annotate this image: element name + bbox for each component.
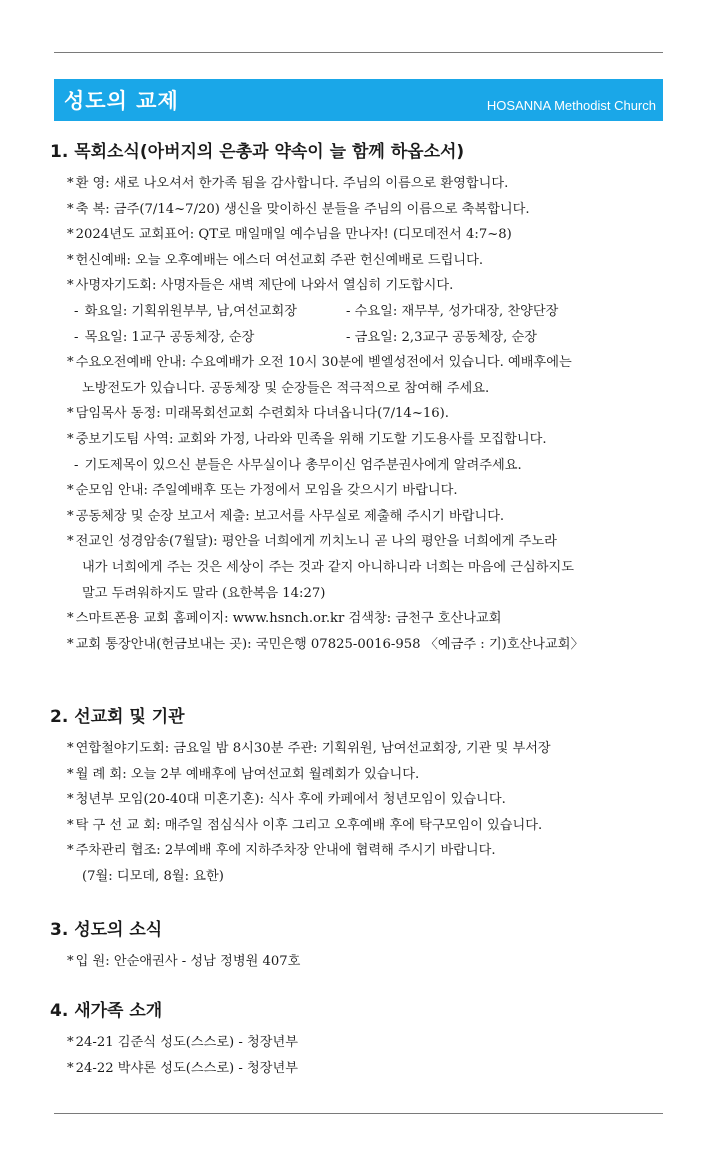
list-item — [50, 325, 670, 351]
item-text: 환 영: 새로 나오셔서 한가족 됨을 감사합니다. 주님의 이름으로 환영합니다. — [75, 176, 509, 191]
section-missions — [50, 706, 670, 890]
section-heading: 1. 목회소식(아버지의 은총과 약속이 늘 함께 하옵소서) — [50, 142, 465, 162]
item-text-second: - 수요일: 재무부, 성가대장, 찬양단장 — [346, 303, 559, 319]
bottom-divider — [54, 1113, 663, 1114]
list-item — [50, 197, 670, 223]
list-item — [50, 299, 670, 325]
list-item — [50, 478, 670, 504]
item-text: 화요일: 기획위원부부, 남,여선교회장 — [84, 303, 297, 319]
item-text: 사명자기도회: 사명자들은 새벽 제단에 나와서 열심히 기도합시다. — [75, 278, 454, 294]
list-item — [50, 864, 670, 890]
church-name: HOSANNA Methodist Church — [486, 98, 656, 113]
list-item — [50, 949, 670, 975]
top-divider — [54, 52, 663, 53]
list-item — [50, 1030, 670, 1056]
section-heading: 2. 선교회 및 기관 — [50, 707, 185, 727]
list-item — [50, 273, 670, 299]
bullet-mark: * — [67, 843, 74, 859]
list-item — [50, 453, 670, 479]
bullet-mark: * — [67, 431, 74, 447]
item-text: 2024년도 교회표어: QT로 매일매일 예수님을 만나자! (디모데전서 4:7~8) — [75, 227, 512, 243]
item-text: 스마트폰용 교회 홈페이지: www.hsnch.or.kr 검색창: 금천구 호산나교회 — [75, 611, 502, 627]
bullet-mark: * — [67, 534, 74, 550]
list-item — [50, 581, 670, 607]
bullet-mark: * — [67, 792, 74, 808]
list-item — [50, 350, 670, 376]
section-banner — [54, 79, 663, 121]
item-text: 24-22 박샤론 성도(스스로) - 청장년부 — [75, 1060, 298, 1076]
section-heading: 3. 성도의 소식 — [50, 920, 163, 940]
bullet-mark: * — [67, 1060, 74, 1076]
section-new-family — [50, 1000, 670, 1081]
item-text: 순모임 안내: 주일예배후 또는 가정에서 모임을 갖으시기 바랍니다. — [75, 483, 458, 499]
item-text: 교회 통장안내(헌금보내는 곳): 국민은행 07825-0016-958 〈예금주 : 기)호산나교회〉 — [75, 636, 584, 652]
list-item — [50, 427, 670, 453]
section-items — [50, 1030, 670, 1081]
item-text-second: - 금요일: 2,3교구 공동체장, 순장 — [346, 329, 537, 345]
list-item — [50, 813, 670, 839]
item-text: 내가 너희에게 주는 것은 세상이 주는 것과 같지 아니하니라 너희는 마음에 근심하지도 — [82, 559, 574, 575]
item-text: 탁 구 선 교 회: 매주일 점심식사 이후 그리고 오후예배 후에 탁구모임이 있습니다. — [75, 817, 543, 833]
list-item — [50, 632, 670, 658]
list-item — [50, 376, 670, 402]
list-item — [50, 606, 670, 632]
list-item — [50, 222, 670, 248]
list-item — [50, 736, 670, 762]
bullet-mark: * — [67, 201, 74, 217]
section-member-news — [50, 919, 670, 975]
item-text: 중보기도팀 사역: 교회와 가정, 나라와 민족을 위해 기도할 기도용사를 모집합니다. — [75, 431, 547, 447]
dash-mark: - — [74, 329, 83, 345]
dash-mark: - — [74, 303, 83, 319]
bullet-mark: * — [67, 355, 74, 371]
list-item — [50, 401, 670, 427]
item-text: 입 원: 안순애권사 - 성남 정병원 407호 — [75, 954, 301, 969]
bullet-mark: * — [67, 176, 74, 191]
item-text: 연합철야기도회: 금요일 밤 8시30분 주관: 기획위원, 남여선교회장, 기관 및 부서장 — [75, 741, 551, 756]
item-text: 축 복: 금주(7/14~7/20) 생신을 맞이하신 분들을 주님의 이름으로 축복합니다. — [75, 201, 530, 217]
list-item — [50, 171, 670, 197]
list-item — [50, 504, 670, 530]
list-item — [50, 1056, 670, 1082]
bullet-mark: * — [67, 508, 74, 524]
bullet-mark: * — [67, 227, 74, 243]
item-text: 노방전도가 있습니다. 공동체장 및 순장들은 적극적으로 참여해 주세요. — [82, 380, 490, 396]
bullet-mark: * — [67, 636, 74, 652]
section-heading: 4. 새가족 소개 — [50, 1001, 163, 1021]
item-text: 주차관리 협조: 2부예배 후에 지하주차장 안내에 협력해 주시기 바랍니다. — [75, 843, 496, 859]
item-text: 기도제목이 있으신 분들은 사무실이나 총무이신 엄주분권사에게 알려주세요. — [84, 457, 522, 473]
item-text: 헌신예배: 오늘 오후예배는 에스더 여선교회 주관 헌신예배로 드립니다. — [75, 252, 484, 268]
item-text: 수요오전예배 안내: 수요예배가 오전 10시 30분에 벧엘성전에서 있습니다. 예배후에는 — [75, 355, 572, 371]
section-items — [50, 736, 670, 890]
item-text: 담임목사 동정: 미래목회선교회 수련회차 다녀옵니다(7/14~16). — [75, 406, 449, 422]
item-text: 청년부 모임(20-40대 미혼기혼): 식사 후에 카페에서 청년모임이 있습니다. — [75, 792, 506, 808]
bullet-mark: * — [67, 1035, 74, 1050]
bullet-mark: * — [67, 252, 74, 268]
banner-title: 성도의 교제 — [64, 89, 179, 113]
list-item — [50, 787, 670, 813]
list-item — [50, 762, 670, 788]
list-item — [50, 529, 670, 555]
dash-mark: - — [74, 457, 83, 473]
item-text: 공동체장 및 순장 보고서 제출: 보고서를 사무실로 제출해 주시기 바랍니다. — [75, 508, 505, 524]
bullet-mark: * — [67, 954, 74, 969]
item-text: (7월: 디모데, 8월: 요한) — [82, 868, 224, 884]
bullet-mark: * — [67, 406, 74, 422]
list-item — [50, 555, 670, 581]
item-text: 목요일: 1교구 공동체장, 순장 — [84, 329, 255, 345]
section-items — [50, 949, 670, 975]
item-text: 전교인 성경암송(7월달): 평안을 너희에게 끼치노니 곧 나의 평안을 너희에게 주노라 — [75, 534, 557, 550]
section-items — [50, 171, 670, 657]
item-text: 말고 두려워하지도 말라 (요한복음 14:27) — [82, 585, 326, 601]
bullet-mark: * — [67, 611, 74, 627]
section-pastoral-news — [50, 141, 670, 657]
bullet-mark: * — [67, 278, 74, 294]
list-item — [50, 838, 670, 864]
item-text: 24-21 김준식 성도(스스로) - 청장년부 — [75, 1035, 298, 1050]
bullet-mark: * — [67, 483, 74, 499]
bullet-mark: * — [67, 817, 74, 833]
bullet-mark: * — [67, 741, 74, 756]
list-item — [50, 248, 670, 274]
item-text: 월 례 회: 오늘 2부 예배후에 남여선교회 월례회가 있습니다. — [75, 766, 420, 782]
bullet-mark: * — [67, 766, 74, 782]
